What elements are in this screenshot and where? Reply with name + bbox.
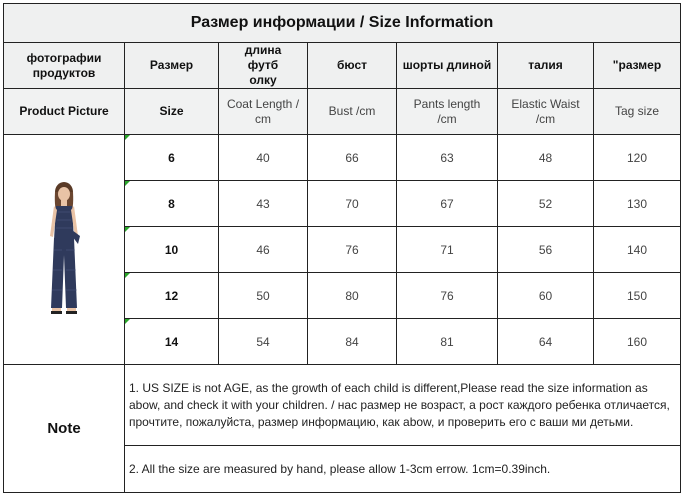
- cell-tag: 120: [594, 135, 681, 181]
- girl-jumpsuit-image: [34, 180, 94, 320]
- cell-bust: 66: [308, 135, 397, 181]
- cell-waist: 64: [498, 319, 594, 365]
- cell-coat: 54: [219, 319, 308, 365]
- size-table: [3, 3, 681, 493]
- header-ru-waist: талия: [498, 43, 594, 89]
- cell-size: 6: [125, 135, 219, 181]
- cell-pants: 76: [397, 273, 498, 319]
- chart-title: Размер информации / Size Information: [4, 4, 681, 43]
- header-en-bust: Bust /cm: [308, 89, 397, 135]
- cell-pants: 81: [397, 319, 498, 365]
- header-en-picture: Product Picture: [4, 89, 125, 135]
- header-ru-pants: шорты длиной: [397, 43, 498, 89]
- cell-tag: 160: [594, 319, 681, 365]
- cell-size: 12: [125, 273, 219, 319]
- header-en-coat: Coat Length / cm: [219, 89, 308, 135]
- cell-coat: 50: [219, 273, 308, 319]
- cell-waist: 52: [498, 181, 594, 227]
- cell-pants: 63: [397, 135, 498, 181]
- header-row-en: [4, 89, 681, 135]
- header-en-waist: Elastic Waist /cm: [498, 89, 594, 135]
- product-picture: [4, 135, 125, 365]
- cell-tag: 150: [594, 273, 681, 319]
- cell-coat: 43: [219, 181, 308, 227]
- cell-tag: 140: [594, 227, 681, 273]
- header-ru-coat: длина футб олку: [219, 43, 308, 89]
- cell-bust: 76: [308, 227, 397, 273]
- header-ru-picture: фотографии продуктов: [4, 43, 125, 89]
- cell-waist: 48: [498, 135, 594, 181]
- header-en-tag: Tag size: [594, 89, 681, 135]
- cell-bust: 70: [308, 181, 397, 227]
- cell-size: 8: [125, 181, 219, 227]
- note-text-2: 2. All the size are measured by hand, please allow 1-3cm errow. 1cm=0.39inch.: [125, 446, 681, 493]
- cell-coat: 46: [219, 227, 308, 273]
- header-ru-tag: "размер: [594, 43, 681, 89]
- note-label: Note: [4, 365, 125, 493]
- header-ru-bust: бюст: [308, 43, 397, 89]
- header-ru-size: Размер: [125, 43, 219, 89]
- cell-bust: 80: [308, 273, 397, 319]
- header-en-size: Size: [125, 89, 219, 135]
- note-row: [4, 365, 681, 446]
- header-en-pants: Pants length /cm: [397, 89, 498, 135]
- note-text-1: 1. US SIZE is not AGE, as the growth of each child is different,Please read the size information as abow, and check it with your children. / нас размер не возраст, а рост каждого ребенка отличается, прочтите, пожалуйста, размер информацию, как abow, и проверить его с ваши ми детьми.: [125, 365, 681, 446]
- cell-tag: 130: [594, 181, 681, 227]
- cell-size: 14: [125, 319, 219, 365]
- cell-pants: 67: [397, 181, 498, 227]
- cell-waist: 56: [498, 227, 594, 273]
- table-row: [4, 135, 681, 181]
- cell-bust: 84: [308, 319, 397, 365]
- cell-size: 10: [125, 227, 219, 273]
- cell-coat: 40: [219, 135, 308, 181]
- header-row-ru: [4, 43, 681, 89]
- cell-pants: 71: [397, 227, 498, 273]
- cell-waist: 60: [498, 273, 594, 319]
